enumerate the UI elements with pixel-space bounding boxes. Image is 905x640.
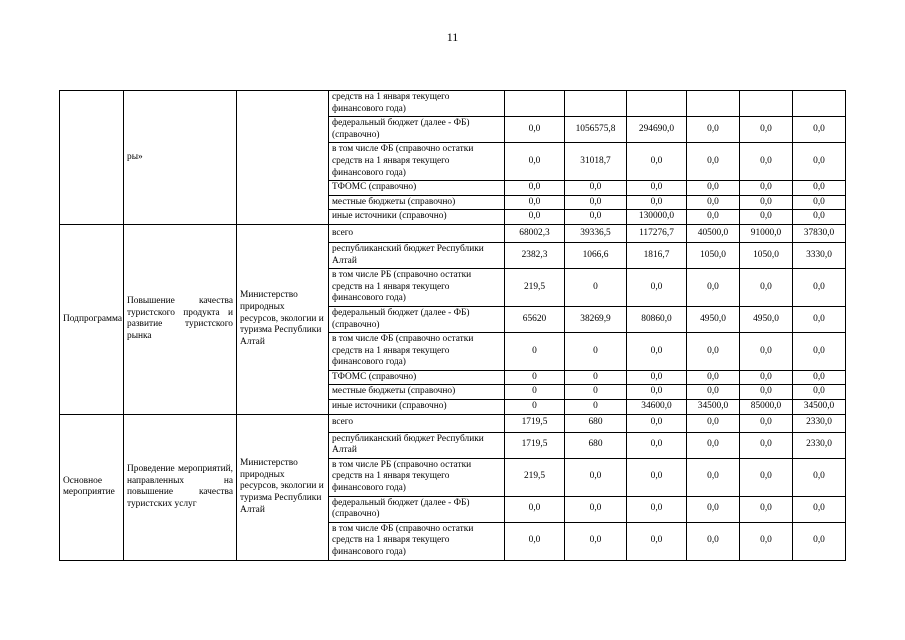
funding-value: 0,0 — [740, 333, 793, 371]
funding-value: 0 — [565, 400, 627, 415]
section-type: Подпрограмма — [60, 224, 124, 414]
funding-value: 0,0 — [740, 143, 793, 181]
funding-value: 0,0 — [687, 143, 740, 181]
funding-value: 0,0 — [687, 458, 740, 496]
funding-value: 0,0 — [505, 181, 565, 196]
funding-value: 0,0 — [627, 414, 687, 432]
funding-value: 0,0 — [687, 385, 740, 400]
funding-value: 0,0 — [627, 333, 687, 371]
funding-value: 1050,0 — [740, 242, 793, 268]
funding-value: 0,0 — [565, 210, 627, 225]
funding-value: 0,0 — [793, 269, 846, 307]
funding-source: средств на 1 января текущего финансового года) — [329, 91, 505, 117]
funding-value — [687, 91, 740, 117]
funding-value: 0,0 — [793, 370, 846, 385]
section-executor: Министерство природных ресурсов, экологии и туризма Республики Алтай — [237, 414, 329, 560]
funding-value: 0,0 — [793, 210, 846, 225]
funding-source: всего — [329, 224, 505, 242]
funding-value: 0,0 — [505, 143, 565, 181]
funding-value: 0,0 — [687, 432, 740, 458]
funding-value: 0,0 — [740, 269, 793, 307]
funding-value: 80860,0 — [627, 306, 687, 332]
funding-value: 0,0 — [793, 143, 846, 181]
funding-value: 0 — [505, 370, 565, 385]
funding-value: 34600,0 — [627, 400, 687, 415]
funding-value: 1066,6 — [565, 242, 627, 268]
funding-value: 117276,7 — [627, 224, 687, 242]
section-name: Повышение качества туристского продукта и развитие туристского рынка — [124, 224, 237, 414]
funding-table — [59, 90, 846, 561]
funding-value: 1719,5 — [505, 414, 565, 432]
funding-source: в том числе ФБ (справочно остатки средств на 1 января текущего финансового года) — [329, 333, 505, 371]
funding-value: 0,0 — [687, 195, 740, 210]
funding-value: 0,0 — [687, 210, 740, 225]
funding-source: республиканский бюджет Республики Алтай — [329, 242, 505, 268]
funding-value: 85000,0 — [740, 400, 793, 415]
funding-value: 0,0 — [793, 333, 846, 371]
funding-value: 34500,0 — [687, 400, 740, 415]
funding-value: 0,0 — [687, 117, 740, 143]
funding-value: 0 — [565, 370, 627, 385]
funding-source: в том числе РБ (справочно остатки средств на 1 января текущего финансового года) — [329, 458, 505, 496]
funding-value: 0,0 — [627, 458, 687, 496]
funding-value: 0,0 — [627, 370, 687, 385]
funding-value: 0,0 — [740, 210, 793, 225]
funding-value: 2330,0 — [793, 432, 846, 458]
funding-value: 0,0 — [627, 496, 687, 522]
funding-source: федеральный бюджет (далее - ФБ) (справочно) — [329, 117, 505, 143]
funding-value: 0,0 — [565, 181, 627, 196]
funding-value: 1050,0 — [687, 242, 740, 268]
funding-value: 219,5 — [505, 458, 565, 496]
funding-value: 0 — [565, 333, 627, 371]
funding-value: 0,0 — [565, 195, 627, 210]
funding-value: 0,0 — [565, 496, 627, 522]
funding-value: 0,0 — [627, 432, 687, 458]
funding-value: 0,0 — [793, 117, 846, 143]
funding-source: всего — [329, 414, 505, 432]
funding-value: 0 — [505, 385, 565, 400]
funding-value: 2330,0 — [793, 414, 846, 432]
funding-value — [505, 91, 565, 117]
funding-value — [565, 91, 627, 117]
funding-value: 0,0 — [687, 181, 740, 196]
funding-value: 37830,0 — [793, 224, 846, 242]
funding-value: 0,0 — [505, 522, 565, 560]
table-row — [60, 224, 846, 242]
funding-value: 68002,3 — [505, 224, 565, 242]
funding-value: 4950,0 — [687, 306, 740, 332]
funding-value: 0,0 — [793, 181, 846, 196]
funding-value: 0,0 — [565, 458, 627, 496]
funding-source: иные источники (справочно) — [329, 210, 505, 225]
page-number: 11 — [446, 30, 459, 44]
funding-value: 65620 — [505, 306, 565, 332]
funding-value — [793, 91, 846, 117]
funding-source: в том числе РБ (справочно остатки средств на 1 января текущего финансового года) — [329, 269, 505, 307]
funding-value: 0,0 — [687, 269, 740, 307]
funding-value: 0,0 — [505, 195, 565, 210]
funding-value: 0,0 — [740, 181, 793, 196]
funding-value: 31018,7 — [565, 143, 627, 181]
funding-value: 0,0 — [740, 195, 793, 210]
funding-value: 0,0 — [740, 385, 793, 400]
funding-value: 0,0 — [793, 306, 846, 332]
funding-value: 1056575,8 — [565, 117, 627, 143]
funding-value: 0,0 — [505, 496, 565, 522]
section-type — [60, 91, 124, 225]
funding-source: федеральный бюджет (далее - ФБ) (справочно) — [329, 306, 505, 332]
table-row — [60, 414, 846, 432]
funding-source: федеральный бюджет (далее - ФБ) (справочно) — [329, 496, 505, 522]
funding-source: республиканский бюджет Республики Алтай — [329, 432, 505, 458]
funding-value — [740, 91, 793, 117]
funding-source: в том числе ФБ (справочно остатки средств на 1 января текущего финансового года) — [329, 522, 505, 560]
funding-value: 0,0 — [565, 522, 627, 560]
funding-value: 0,0 — [627, 143, 687, 181]
funding-value: 91000,0 — [740, 224, 793, 242]
funding-value: 40500,0 — [687, 224, 740, 242]
funding-source: местные бюджеты (справочно) — [329, 385, 505, 400]
funding-value: 0,0 — [793, 496, 846, 522]
funding-source: ТФОМС (справочно) — [329, 370, 505, 385]
funding-source: местные бюджеты (справочно) — [329, 195, 505, 210]
funding-value: 0,0 — [505, 210, 565, 225]
funding-value — [627, 91, 687, 117]
funding-value: 0,0 — [740, 432, 793, 458]
funding-source: иные источники (справочно) — [329, 400, 505, 415]
funding-value: 0,0 — [793, 385, 846, 400]
section-executor — [237, 91, 329, 225]
funding-value: 4950,0 — [740, 306, 793, 332]
funding-value: 0 — [505, 333, 565, 371]
funding-value: 0,0 — [793, 195, 846, 210]
funding-value: 0,0 — [505, 117, 565, 143]
funding-value: 34500,0 — [793, 400, 846, 415]
funding-value: 3330,0 — [793, 242, 846, 268]
funding-value: 0,0 — [627, 269, 687, 307]
funding-value: 294690,0 — [627, 117, 687, 143]
funding-value: 0,0 — [687, 496, 740, 522]
funding-value: 0,0 — [740, 458, 793, 496]
funding-value: 0,0 — [793, 458, 846, 496]
funding-value: 0,0 — [687, 414, 740, 432]
funding-value: 0,0 — [687, 522, 740, 560]
funding-value: 0,0 — [740, 496, 793, 522]
funding-value: 0,0 — [687, 333, 740, 371]
funding-source: ТФОМС (справочно) — [329, 181, 505, 196]
funding-value: 0,0 — [627, 522, 687, 560]
funding-source: в том числе ФБ (справочно остатки средств на 1 января текущего финансового года) — [329, 143, 505, 181]
funding-value: 680 — [565, 414, 627, 432]
funding-value: 0,0 — [793, 522, 846, 560]
funding-value: 0,0 — [740, 117, 793, 143]
table-row — [60, 91, 846, 117]
funding-value: 0,0 — [740, 522, 793, 560]
funding-value: 0 — [565, 385, 627, 400]
funding-value: 1816,7 — [627, 242, 687, 268]
funding-value: 39336,5 — [565, 224, 627, 242]
funding-value: 0,0 — [740, 414, 793, 432]
funding-value: 0 — [565, 269, 627, 307]
funding-value: 0,0 — [627, 195, 687, 210]
funding-value: 680 — [565, 432, 627, 458]
funding-value: 130000,0 — [627, 210, 687, 225]
funding-value: 0,0 — [627, 181, 687, 196]
funding-value: 0,0 — [627, 385, 687, 400]
funding-value: 0 — [505, 400, 565, 415]
funding-value: 38269,9 — [565, 306, 627, 332]
section-executor: Министерство природных ресурсов, экологии и туризма Республики Алтай — [237, 224, 329, 414]
section-name: Проведение мероприятий, направленных на повышение качества туристских услуг — [124, 414, 237, 560]
funding-value: 2382,3 — [505, 242, 565, 268]
section-name: ры» — [124, 91, 237, 225]
funding-value: 0,0 — [740, 370, 793, 385]
section-type: Основное мероприятие — [60, 414, 124, 560]
funding-value: 219,5 — [505, 269, 565, 307]
funding-value: 0,0 — [687, 370, 740, 385]
funding-value: 1719,5 — [505, 432, 565, 458]
